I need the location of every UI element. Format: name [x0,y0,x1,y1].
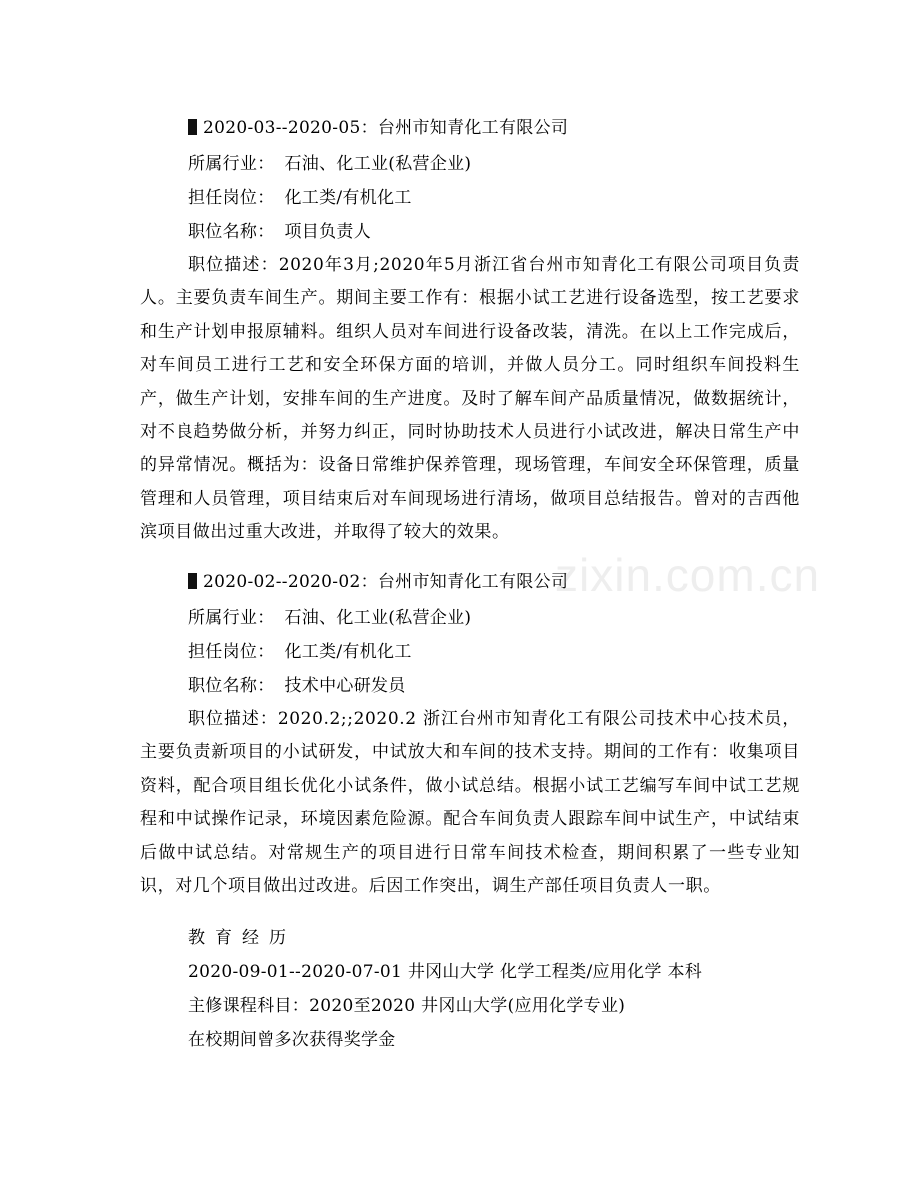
job1-heading: 2020-03--2020-05：台州市知青化工有限公司 [188,118,568,138]
bullet-marker-icon [188,573,197,589]
job2-description: 职位描述：2020.2;;2020.2 浙江台州市知青化工有限公司技术中心技术员，主要负责新项目的小试研发，中试放大和车间的技术支持。期间的工作有：收集项目资料，配合项目组长优化小试条件，做小试总结。根据小试工艺编写车间中试工艺规程和中试操作记录，环境因素危险源。配合车间负责人跟踪车间中试生产，中试结束后做中试总结。对常规生产的项目进行日常车间技术检查，期间积累了一些专业知识，对几个项目做出过改进。后因工作突出，调生产部任项目负责人一职。 [140,709,800,897]
job2-title [188,676,406,696]
job2-heading: 2020-02--2020-02：台州市知青化工有限公司 [188,572,568,592]
title-value: 项目负责人 [284,222,371,242]
education-awards: 在校期间曾多次获得奖学金 [188,1030,396,1050]
education-entry: 2020-09-01--2020-07-01 井冈山大学 化学工程类/应用化学 本科 [188,962,703,982]
education-heading: 教育经历 [188,928,296,948]
industry-label: 所属行业： [188,608,275,628]
post-value: 化工类/有机化工 [284,188,412,208]
title-label: 职位名称： [188,222,275,242]
education-courses: 主修课程科目：2020至2020 井冈山大学(应用化学专业) [188,996,626,1016]
post-label: 担任岗位： [188,642,275,662]
job2-post [188,642,412,662]
job1-post [188,188,412,208]
watermark: zixin.com.cn [555,549,821,601]
industry-value: 石油、化工业(私营企业) [284,608,472,628]
industry-label: 所属行业： [188,154,275,174]
title-value: 技术中心研发员 [284,676,406,696]
job2-industry [188,608,471,628]
job1-industry [188,154,471,174]
title-label: 职位名称： [188,676,275,696]
post-label: 担任岗位： [188,188,275,208]
post-value: 化工类/有机化工 [284,642,412,662]
job1-title [188,222,371,242]
industry-value: 石油、化工业(私营企业) [284,154,472,174]
job1-description: 职位描述：2020年3月;2020年5月浙江省台州市知青化工有限公司项目负责人。主要负责车间生产。期间主要工作有：根据小试工艺进行设备选型，按工艺要求和生产计划申报原辅料。组织人员对车间进行设备改装，清洗。在以上工作完成后，对车间员工进行工艺和安全环保方面的培训，并做人员分工。同时组织车间投料生产，做生产计划，安排车间的生产进度。及时了解车间产品质量情况，做数据统计，对不良趋势做分析，并努力纠正，同时协助技术人员进行小试改进，解决日常生产中的异常情况。概括为：设备日常维护保养管理，现场管理，车间安全环保管理，质量管理和人员管理，项目结束后对车间现场进行清场，做项目总结报告。曾对的吉西他滨项目做出过重大改进，并取得了较大的效果。 [140,255,800,543]
bullet-marker-icon [188,119,197,135]
